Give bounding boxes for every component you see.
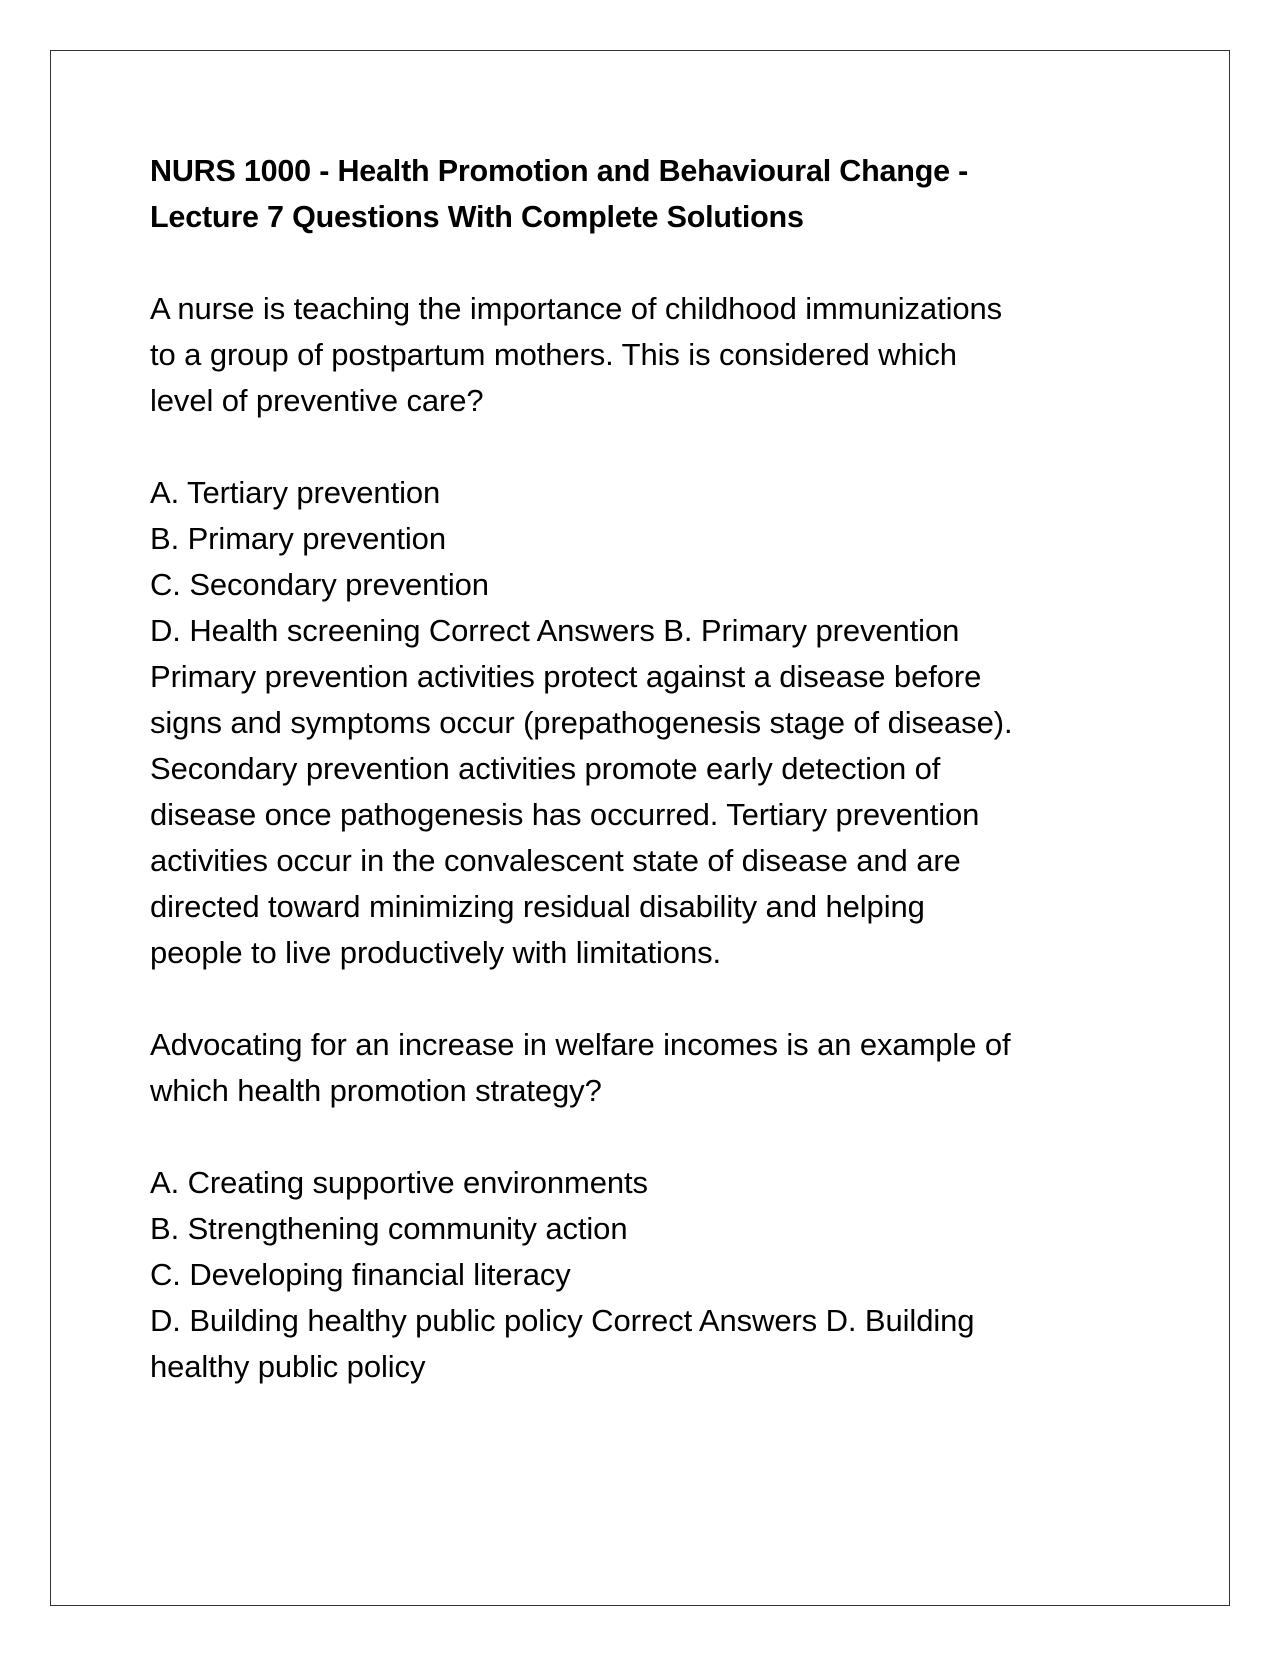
spacer: [150, 1114, 1140, 1160]
stem-line: level of preventive care?: [150, 383, 484, 418]
option-c: C. Developing financial literacy: [150, 1257, 571, 1292]
question-1-stem: [150, 286, 1140, 424]
option-c: C. Secondary prevention: [150, 567, 489, 602]
question-1-options: [150, 470, 1140, 608]
answer-line: people to live productively with limitations.: [150, 935, 721, 970]
option-b: B. Primary prevention: [150, 521, 446, 556]
title-line: NURS 1000 - Health Promotion and Behavioural Change -: [150, 154, 969, 188]
spacer: [150, 976, 1140, 1022]
question-2-stem: [150, 1022, 1140, 1114]
answer-line: Secondary prevention activities promote early detection of: [150, 751, 941, 786]
question-2: [150, 1022, 1140, 1390]
stem-line: to a group of postpartum mothers. This is considered which: [150, 337, 957, 372]
answer-line: activities occur in the convalescent state of disease and are: [150, 843, 961, 878]
option-a: A. Creating supportive environments: [150, 1165, 648, 1200]
answer-line: signs and symptoms occur (prepathogenesis stage of disease).: [150, 705, 1013, 740]
question-1: [150, 286, 1140, 976]
document-title: [150, 148, 1140, 240]
stem-line: A nurse is teaching the importance of childhood immunizations: [150, 291, 1003, 326]
answer-line: D. Health screening Correct Answers B. Primary prevention: [150, 613, 960, 648]
spacer: [150, 424, 1140, 470]
answer-line: healthy public policy: [150, 1349, 426, 1384]
answer-line: Primary prevention activities protect against a disease before: [150, 659, 982, 694]
answer-line: disease once pathogenesis has occurred. Tertiary prevention: [150, 797, 980, 832]
stem-line: which health promotion strategy?: [150, 1073, 602, 1108]
document-body: [150, 148, 1140, 1390]
answer-line: D. Building healthy public policy Correct Answers D. Building: [150, 1303, 975, 1338]
title-line: Lecture 7 Questions With Complete Solutions: [150, 200, 804, 234]
option-b: B. Strengthening community action: [150, 1211, 628, 1246]
question-2-answer: [150, 1298, 1140, 1390]
stem-line: Advocating for an increase in welfare incomes is an example of: [150, 1027, 1011, 1062]
spacer: [150, 240, 1140, 286]
answer-line: directed toward minimizing residual disability and helping: [150, 889, 925, 924]
question-1-answer: [150, 608, 1140, 976]
option-a: A. Tertiary prevention: [150, 475, 441, 510]
question-2-options: [150, 1160, 1140, 1298]
